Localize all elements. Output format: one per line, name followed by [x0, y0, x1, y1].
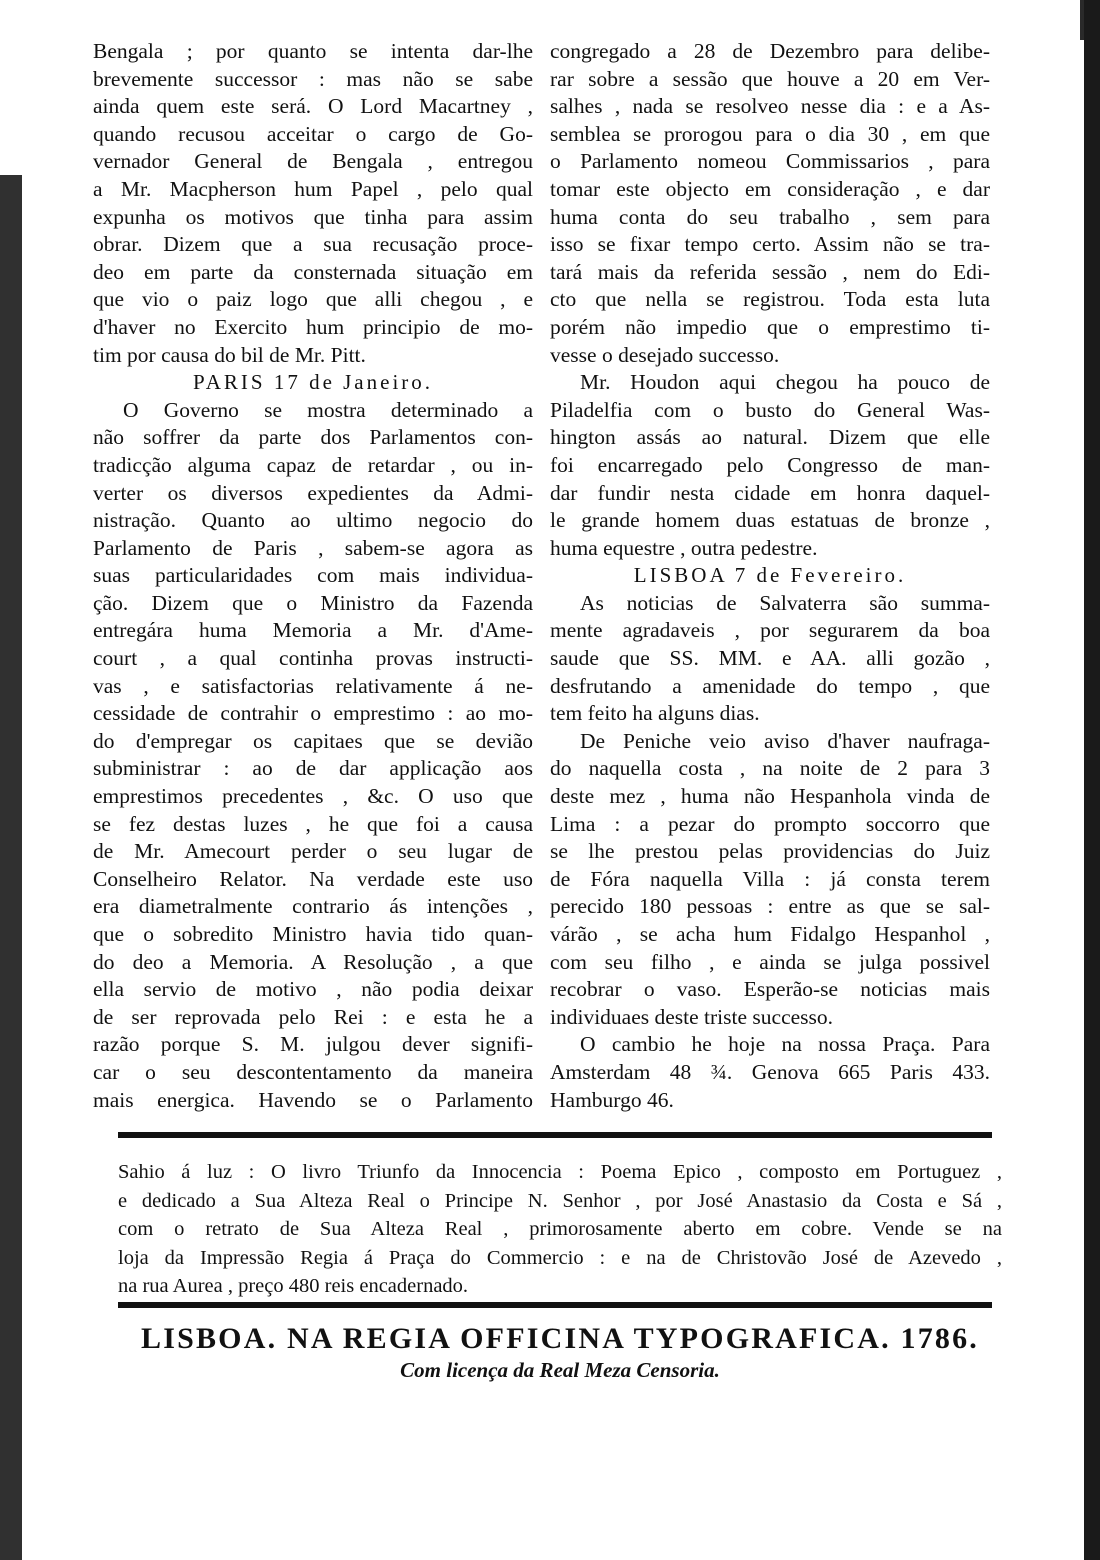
text-line: do deo a Memoria. A Resolução , a que [93, 949, 533, 974]
text-line: que o sobredito Ministro havia tido quan- [93, 922, 533, 946]
text-line: salhes , nada se resolveo nesse dia : e a As- [550, 94, 990, 119]
paragraph [550, 728, 990, 1032]
text-line: e dedicado a Sua Alteza Real o Principe N. Senhor , por José Anastasio da Costa e Sá , [118, 1189, 1002, 1212]
text-line: semblea se prorogou para o dia 30 , em que [550, 121, 990, 146]
text-line: várão , se acha hum Fidalgo Hespanhol , [550, 922, 990, 946]
text-line: entregára huma Memoria a Mr. d'Ame- [93, 618, 533, 643]
text-line: brevemente successor : mas não se sabe [93, 66, 533, 91]
text-line: de Mr. Amecourt perder o seu lugar de [93, 839, 533, 864]
text-line: que vio o paiz logo que alli chegou , e [93, 287, 533, 312]
text-line: rar sobre a sessão que houve a 20 em Ver- [550, 66, 990, 91]
paragraph [550, 38, 990, 369]
paragraph [93, 397, 533, 1114]
text-line: porém não impedio que o emprestimo ti- [550, 314, 990, 339]
text-line: Parlamento de Paris , sabem-se agora as [93, 535, 533, 560]
scan-left-edge [0, 175, 22, 1560]
text-line: era diametralmente contrario ás intenções , [93, 894, 533, 919]
text-line: mais energica. Havendo se o Parlamento [93, 1087, 533, 1112]
text-line: suas particularidades com mais individua- [93, 563, 533, 588]
text-line: huma conta do seu trabalho , sem para [550, 204, 990, 229]
text-line: saude que SS. MM. e AA. alli gozão , [550, 646, 990, 671]
text-line: Mr. Houdon aqui chegou ha pouco de [580, 370, 990, 395]
text-line: emprestimos precedentes , &c. O uso que [93, 784, 533, 809]
text-line: quando recusou acceitar o cargo de Go- [93, 121, 533, 146]
text-line: vesse o desejado successo. [550, 342, 780, 367]
text-line: court , a qual continha provas instructi- [93, 646, 533, 671]
text-line: le grande homem duas estatuas de bronze , [550, 508, 990, 533]
text-line: de Fóra naquella Villa : já consta terem [550, 866, 990, 891]
text-line: d'haver no Exercito hum principio de mo- [93, 314, 533, 339]
paragraph [93, 38, 533, 369]
text-line: isso se fixar tempo certo. Assim não se tra- [550, 232, 990, 257]
text-line: com seu filho , e ainda se julga possivel [550, 949, 990, 974]
text-line: O Governo se mostra determinado a [123, 397, 533, 422]
text-line: razão porque S. M. julgou dever signifi- [93, 1032, 533, 1057]
text-line: se lhe prestou pelas providencias do Juiz [550, 839, 990, 864]
text-line: na rua Aurea , preço 480 reis encadernado. [118, 1275, 469, 1297]
text-line: Piladelfia com o busto do General Was- [550, 397, 990, 422]
text-line: desfrutando a amenidade do tempo , que [550, 673, 990, 698]
text-line: deo em parte da consternada situação em [93, 259, 533, 284]
right-column [550, 38, 990, 1114]
paragraph [550, 369, 990, 562]
text-line: cto que nella se registrou. Toda esta luta [550, 287, 990, 312]
text-line: Sahio á luz : O livro Triunfo da Innocencia : Poema Epico , composto em Portuguez , [118, 1161, 1002, 1183]
text-line: com o retrato de Sua Alteza Real , primorosamente aberto em cobre. Vende se na [118, 1218, 1002, 1240]
text-line: subministrar : ao de dar applicação aos [93, 756, 533, 781]
text-line: não soffrer da parte dos Parlamentos con- [93, 425, 533, 450]
text-line: ella servio de motivo , não podia deixar [93, 977, 533, 1002]
imprint-printer-line: LISBOA. NA REGIA OFFICINA TYPOGRAFICA. 1786. [140, 1322, 979, 1355]
text-line: do naquella costa , na noite de 2 para 3 [550, 756, 990, 781]
text-line: deste mez , huma não Hespanhola vinda de [550, 784, 990, 809]
dateline-heading: LISBOA 7 de Fevereiro. [633, 563, 907, 588]
book-notice [118, 1158, 1002, 1301]
text-line: de ser reprovada pelo Rei : e esta he a [93, 1004, 533, 1029]
text-line: De Peniche veio aviso d'haver naufraga- [580, 728, 990, 753]
text-line: As noticias de Salvaterra são summa- [580, 590, 990, 615]
text-line: recobrar o vaso. Esperão-se noticias mais [550, 977, 990, 1002]
text-line: vas , e satisfactorias relativamente á ne- [93, 673, 533, 698]
text-line: hington assás ao natural. Dizem que elle [550, 425, 990, 450]
divider-rule [118, 1302, 992, 1308]
text-line: Bengala ; por quanto se intenta dar-lhe [93, 39, 533, 63]
text-line: se fez destas luzes , he que foi a causa [93, 811, 533, 836]
dateline-heading: PARIS 17 de Janeiro. [192, 370, 434, 395]
text-line: Hamburgo 46. [550, 1087, 674, 1112]
text-line: nistração. Quanto ao ultimo negocio do [93, 508, 533, 533]
text-line: individuaes deste triste successo. [550, 1004, 834, 1029]
text-line: expunha os motivos que tinha para assim [93, 204, 533, 229]
text-line: Conselheiro Relator. Na verdade este uso [93, 866, 533, 891]
text-line: tradicção alguma capaz de retardar , ou in- [93, 452, 533, 477]
text-line: vernador General de Bengala , entregou [93, 149, 533, 174]
text-line: dar fundir nesta cidade em honra daquel- [550, 480, 990, 505]
text-line: o Parlamento nomeou Commissarios , para [550, 149, 990, 174]
text-line: tará mais da referida sessão , nem do Edi- [550, 259, 990, 284]
text-line: congregado a 28 de Dezembro para delibe- [550, 39, 990, 63]
text-line: verter os diversos expedientes da Admi- [93, 480, 533, 505]
text-line: tomar este objecto em consideração , e dar [550, 176, 990, 201]
text-line: ainda quem este será. O Lord Macartney , [93, 94, 533, 119]
text-line: mente agradaveis , por segurarem da boa [550, 618, 990, 643]
imprint-license-line: Com licença da Real Meza Censoria. [400, 1358, 720, 1382]
text-line: obrar. Dizem que a sua recusação proce- [93, 232, 533, 257]
divider-rule [118, 1132, 992, 1138]
text-line: cessidade de contrahir o emprestimo : ao mo- [93, 701, 533, 726]
text-line: tim por causa do bil de Mr. Pitt. [93, 342, 366, 367]
text-line: huma equestre , outra pedestre. [550, 535, 818, 560]
text-line: tem feito ha alguns dias. [550, 701, 760, 726]
text-line: ção. Dizem que o Ministro da Fazenda [93, 590, 533, 615]
exchange-rates-paragraph [550, 1031, 990, 1114]
text-line: loja da Impressão Regia á Praça do Commercio : e na de Christovão José de Azevedo , [118, 1246, 1002, 1269]
text-line: a Mr. Macpherson hum Papel , pelo qual [93, 176, 533, 201]
imprint [118, 1322, 1002, 1383]
paragraph [550, 590, 990, 728]
text-line: foi encarregado pelo Congresso de man- [550, 452, 990, 477]
text-line: perecido 180 pessoas : entre as que se sal- [550, 894, 990, 919]
scan-right-edge [1084, 0, 1100, 1560]
text-line: Lima : a pezar do prompto soccorro que [550, 811, 990, 836]
left-column [93, 38, 533, 1114]
text-line: do d'empregar os capitaes que se devião [93, 728, 533, 753]
text-line: Amsterdam 48 ¾. Genova 665 Paris 433. [550, 1059, 990, 1084]
text-line: O cambio he hoje na nossa Praça. Para [580, 1032, 990, 1057]
text-line: car o seu descontentamento da maneira [93, 1059, 533, 1084]
